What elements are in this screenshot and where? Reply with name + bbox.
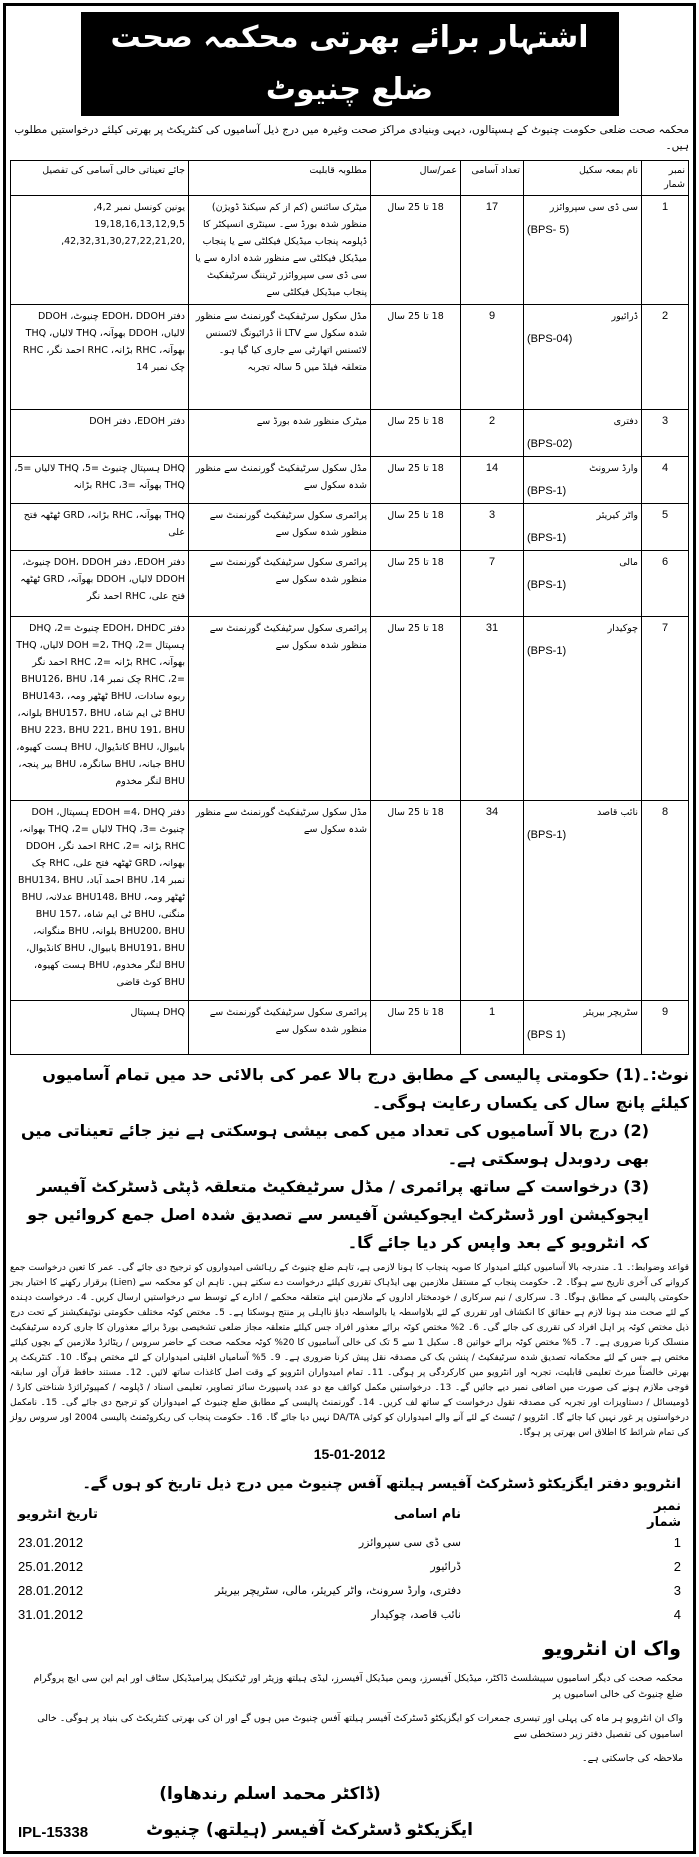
row-post: چوکیدار [607, 623, 638, 634]
row-age: 18 تا 25 سال [371, 457, 461, 504]
table-row [11, 196, 689, 305]
row-serial: 1 [642, 196, 689, 305]
row-scale: (BPS 1) [527, 1029, 566, 1041]
ad-frame [3, 3, 696, 1854]
vacancy-table [10, 160, 689, 1055]
row-qualification: میٹرک سائنس (کم از کم سیکنڈ ڈویژن) منظور شدہ بورڈ سے۔ سینٹری انسپکٹر کا ڈپلومہ پنجاب میڈیکل فیکلٹی سے یا پنجاب میڈیکل فیکلٹی سے منظور شدہ ادارہ سے یا سی ڈی سی سپروائزر ٹریننگ سرٹیفکیٹ پنجاب میڈیکل فیکلٹی سے [189, 196, 371, 305]
col-post: نام بمعہ سکیل [524, 161, 642, 196]
row-count: 2 [461, 410, 524, 457]
row-age: 18 تا 25 سال [371, 551, 461, 617]
interview-row [18, 1579, 681, 1603]
row-scale: (BPS- 5) [527, 224, 570, 236]
iv-serial: 2 [673, 1559, 681, 1574]
row-post: دفتری [613, 416, 638, 427]
table-row [11, 1001, 689, 1055]
iv-col-date: تاریخ انٹرویو [18, 1507, 98, 1522]
row-count: 7 [461, 551, 524, 617]
iv-post: نائب قاصد، چوکیدار [371, 1608, 461, 1621]
row-serial: 3 [642, 410, 689, 457]
row-serial: 9 [642, 1001, 689, 1055]
iv-serial: 1 [673, 1535, 681, 1550]
row-count: 34 [461, 801, 524, 1001]
ipl-number: IPL-15338 [18, 1824, 89, 1841]
row-scale: (BPS-1) [527, 829, 567, 841]
iv-date: 31.01.2012 [18, 1607, 84, 1622]
row-serial: 6 [642, 551, 689, 617]
walkin-text-3: ملاحظہ کی جاسکتی ہے۔ [582, 1753, 683, 1764]
iv-col-post: نام اسامی [393, 1507, 461, 1522]
col-qualification: مطلوبہ قابلیت [189, 161, 371, 196]
row-count: 17 [461, 196, 524, 305]
row-posting: THQ بھوآنہ، RHC بڑانہ، GRD ٹھٹھہ فتح علی [11, 504, 189, 551]
row-post: نائب قاصد [596, 807, 638, 818]
walkin-text-1: محکمہ صحت کی دیگر اسامیوں سپیشلسٹ ڈاکٹر، میڈیکل آفیسرز، ویمن میڈیکل آفیسرز، لیڈی ہیلتھ وزیٹر اور ٹیکنیکل پیرامیڈیکل سٹاف اور ایم این سی ایچ پروگرام ضلع چنیوٹ کی خالی اسامیوں پر [33, 1673, 683, 1700]
row-age: 18 تا 25 سال [371, 617, 461, 801]
row-serial: 2 [642, 305, 689, 410]
signatory-name: (ڈاکٹر محمد اسلم رندھاوا) [159, 1784, 381, 1804]
row-post: واٹر کیریئر [596, 510, 638, 521]
row-serial: 7 [642, 617, 689, 801]
row-scale: (BPS-04) [527, 333, 573, 345]
col-posting: جائے تعیناتی خالی آسامی کی تفصیل [11, 161, 189, 196]
table-row [11, 305, 689, 410]
signatory-designation: ایگزیکٹو ڈسٹرکٹ آفیسر (ہیلتھ) چنیوٹ [146, 1820, 473, 1840]
row-posting: دفتر EDOH =4، DHQ ہسپتال، DOH چنیوٹ =3، THQ لالیاں =2، THQ بھوانہ، RHC بڑانہ =2، RHC احمد نگر، DDOH بھوانہ، GRD ٹھٹھہ فتح علی، RHC چک نمبر 14، BHU احمد آباد، BHU134، BHU ٹھٹھر ومہ، BHU148، BHU عدلانہ، BHU منگنی، BHU ٹی ایم شاہ، BHU 157، BHU200، BHU بلوانہ، BHU منگوانہ، BHU191، BHU بابیوال، BHU کانڈیوال، BHU لنگر مخدوم، BHU ہست کھیوہ، BHU کوٹ قاضی [11, 801, 189, 1001]
row-scale: (BPS-1) [527, 579, 567, 591]
interview-header [18, 1499, 681, 1531]
walkin-text-2: واک ان انٹرویو ہر ماہ کی پہلی اور تیسری جمعرات کو ایگزیکٹو ڈسٹرکٹ آفیسر ہیلتھ آفس چنیوٹ میں ہوں گے اور ان کی بھرتی کنٹریکٹ کی بنیاد پر ہوگی۔ خالی اسامیوں کی تفصیل دفتر زیر دستخطی سے [37, 1713, 683, 1740]
row-count: 3 [461, 504, 524, 551]
row-posting: دفتر EDOH، DHDC چنیوٹ =2، DHQ ہسپتال =2، DOH =2، THQ لالیاں، THQ بھوآنہ، RHC بڑانہ =2، RHC احمد نگر =2، RHC چک نمبر 14، BHU126، BHU ربوہ سادات، BHU ٹھٹھر ومہ، BHU143، BHU ٹی ایم شاہ، BHU157، BHU بلوانہ، BHU 223، BHU 221، BHU 191، BHU بابیوال، BHU کانڈیوال، BHU ہست کھیوہ، BHU جبانہ، BHU سانگرہ، BHU بیر پنجہ، BHU لنگر مخدوم [11, 617, 189, 801]
iv-date: 25.01.2012 [18, 1559, 84, 1574]
table-row [11, 504, 689, 551]
iv-post: ڈرائیور [430, 1560, 461, 1573]
row-posting: DHQ ہسپتال چنیوٹ =5، THQ لالیاں =5، THQ بھوآنہ =3، RHC بڑانہ [11, 457, 189, 504]
row-post: ڈرائیور [611, 311, 638, 322]
row-post: وارڈ سرونٹ [589, 463, 638, 474]
iv-date: 23.01.2012 [18, 1535, 84, 1550]
intro-text: محکمہ صحت ضلعی حکومت چنیوٹ کے ہسپتالوں، دیہی وبنیادی مراکز صحت وغیرہ میں درج ذیل آسامیوں کی کنٹریکٹ پر بھرتی کیلئے درخواستیں مطلوب ہیں۔ [14, 124, 689, 152]
col-count: تعداد آسامی [461, 161, 524, 196]
row-post: سٹریچر بیریئر [583, 1007, 638, 1018]
note-1: نوٹ:۔(1) حکومتی پالیسی کے مطابق درج بالا عمر کی بالائی حد میں تمام آسامیوں کیلئے پانچ سال کی یکساں رعایت ہوگی۔ [42, 1065, 689, 1112]
col-age: عمر/سال [371, 161, 461, 196]
iv-post: دفتری، وارڈ سرونٹ، واٹر کیریئر، مالی، سٹریچر بیریئر [215, 1584, 461, 1597]
table-row [11, 801, 689, 1001]
footer [10, 1817, 689, 1843]
row-post: مالی [619, 557, 638, 568]
row-count: 31 [461, 617, 524, 801]
row-serial: 8 [642, 801, 689, 1001]
row-age: 18 تا 25 سال [371, 196, 461, 305]
row-age: 18 تا 25 سال [371, 504, 461, 551]
row-qualification: پرائمری سکول سرٹیفکیٹ گورنمنٹ سے منظور شدہ سکول سے [189, 551, 371, 617]
last-date: 15-01-2012 [313, 1446, 386, 1462]
interview-table [10, 1499, 689, 1627]
table-row [11, 457, 689, 504]
interview-row [18, 1603, 681, 1627]
row-qualification: پرائمری سکول سرٹیفکیٹ گورنمنٹ سے منظور شدہ سکول سے [189, 504, 371, 551]
row-scale: (BPS-1) [527, 485, 567, 497]
table-row [11, 551, 689, 617]
row-posting: یونین کونسل نمبر 4,2, 19,18,16,13,12,9,5 ,42,32,31,30,27,22,21,20, [11, 196, 189, 305]
note-2: (2) درج بالا آسامیوں کی تعداد میں کمی بیشی ہوسکتی ہے نیز جائے تعیناتی میں بھی ردوبدل ہوسکتی ہے۔ [21, 1121, 649, 1168]
notes [10, 1061, 689, 1257]
row-qualification: مڈل سکول سرٹیفکیٹ گورنمنٹ سے منظور شدہ سکول سے ii LTV ڈرائیونگ لائسنس لائسنس اتھارٹی سے جاری کیا گیا ہو۔ متعلقہ فیلڈ میں 5 سالہ تجربہ [189, 305, 371, 410]
row-serial: 4 [642, 457, 689, 504]
row-scale: (BPS-1) [527, 645, 567, 657]
col-serial: نمبر شمار [642, 161, 689, 196]
row-age: 18 تا 25 سال [371, 305, 461, 410]
iv-date: 28.01.2012 [18, 1583, 84, 1598]
walkin-heading: واک ان انٹرویو [543, 1638, 681, 1660]
iv-serial: 4 [673, 1607, 681, 1622]
ad-title: اشتہار برائے بھرتی محکمہ صحت ضلع چنیوٹ [81, 12, 619, 116]
interview-row [18, 1531, 681, 1555]
row-qualification: میٹرک منظور شدہ بورڈ سے [189, 410, 371, 457]
row-serial: 5 [642, 504, 689, 551]
row-qualification: مڈل سکول سرٹیفکیٹ گورنمنٹ سے منظور شدہ سکول سے [189, 457, 371, 504]
note-3: (3) درخواست کے ساتھ پرائمری / مڈل سرٹیفکیٹ متعلقہ ڈپٹی ڈسٹرکٹ آفیسر ایجوکیشن اور ڈسٹرکٹ ایجوکیشن آفیسر سے تصدیق شدہ اصل جمع کروائیں جو کہ انٹرویو کے بعد واپس کر دیا جائے گا۔ [27, 1177, 649, 1252]
row-count: 1 [461, 1001, 524, 1055]
rules-text: قواعد وضوابط:۔ 1۔ مندرجہ بالا آسامیوں کیلئے امیدوار کا صوبہ پنجاب کا ہونا لازمی ہے، تاہم ضلع چنیوٹ کے رہائشی امیدواروں کو ترجیح دی جائے گی۔ عمر کا تعین درخواست جمع کروانے کی آخری تاریخ سے ہوگا۔ 2۔ حکومت پنجاب کے مستقل ملازمین بھی ایڈہاک تقرری کیلئے درخواست دے سکتے ہیں۔ تاہم ان کو محکمہ سے (Lien) برقرار رکھنے کا اختیار بجز حکومتی پالیسی کے مطابق ہوگا۔ 3۔ سرکاری / نیم سرکاری / خودمختار اداروں کے ملازمین اپنے متعلقہ محکمے / ادارے کے توسط سے درخواستیں ارسال کریں۔ 4۔ درخواست دہندہ کے لئے صحت مند ہونا لازم ہے حقائق کا انکشاف اور تقرری کے لئے بلاواسطہ یا بالواسطہ دباؤ نااہلی پر منتج ہوسکتا ہے۔ 5۔ مختص کوٹہ مختلف حکومتی نوٹیفکیشنز کے تحت درج ذیل مختص کوٹہ پر اہل افراد کی تقرری کی جائے گی۔ 6۔ 2% مختص کوٹہ برائے معذور افراد جس کیلئے متعلقہ مجاز ضلعی تشخیصی بورڈ برائے معذوران کا جاری کردہ سرٹیفکیٹ منسلک کرنا ضروری ہے۔ 7۔ 5% مختص کوٹہ برائے خواتین 8۔ سکیل 1 سے 5 تک کی خالی آسامیوں کا 20% کوٹہ محکمہ صحت کے حاضر سروس / ریٹائرڈ ملازمین کے بچوں کیلئے مختص ہے جس کے لئے محکمانہ تصدیق شدہ سرٹیفکیٹ / پنشن بک کی مصدقہ نقل پیش کرنا ضروری ہے۔ 9۔ 5% آسامیاں اقلیتی امیدواران کے لئے مختص ہوگا۔ 10۔ کنٹریکٹ پر بھرتی خالصتاً میرٹ تعلیمی قابلیت، تجربہ اور انٹرویو میں کارکردگی پر ہوگی۔ 11۔ تمام امیدواران انٹرویو کے وقت اصل کاغذات ساتھ لائیں۔ 12۔ مستند حافظ قرآن اور سابقہ فوجی ملازم ہونے کی صورت میں اضافی نمبر دیے جائیں گے۔ 13۔ درخواستیں مکمل کوائف مع دو عدد پاسپورٹ سائز تصاویر، تعلیمی اسناد / ڈپلومہ / کمپیوٹرائزڈ شناختی کارڈ / ڈومیسائل / دستاویزات اور تجربہ کی مصدقہ نقول درخواست کے ساتھ لف کریں۔ 14۔ گورنمنٹ پالیسی کے مطابق ضلع چنیوٹ کے امیدواران کو ترجیح دی جائے گی۔ 15۔ نامکمل درخواستوں پر غور نہیں کیا جائے گا۔ انٹرویو / ٹیسٹ کے لئے آنے والے امیدواران کو کوئی DA/TA نہیں دیا جائے گا۔ 16۔ حکومت پنجاب کی ریکروٹمنٹ پالیسی 2004 اور سروس رولز کی تمام شرائط کا اطلاق اس بھرتی پر ہوگا۔ [10, 1263, 690, 1438]
row-age: 18 تا 25 سال [371, 801, 461, 1001]
row-count: 14 [461, 457, 524, 504]
row-qualification: پرائمری سکول سرٹیفکیٹ گورنمنٹ سے منظور شدہ سکول سے [189, 1001, 371, 1055]
table-row [11, 410, 689, 457]
row-posting: دفتر EDOH، دفتر DOH [11, 410, 189, 457]
row-post: سی ڈی سی سپروائزر [549, 202, 638, 213]
row-qualification: مڈل سکول سرٹیفکیٹ گورنمنٹ سے منظور شدہ سکول سے [189, 801, 371, 1001]
interview-row [18, 1555, 681, 1579]
row-count: 9 [461, 305, 524, 410]
row-posting: دفتر EDOH، DDOH چنیوٹ، DDOH لالیاں، DDOH بھوآنہ، THQ لالیاں، THQ بھوآنہ، RHC بڑانہ، RHC احمد نگر، RHC چک نمبر 14 [11, 305, 189, 410]
table-row [11, 617, 689, 801]
row-scale: (BPS-02) [527, 438, 573, 450]
row-scale: (BPS-1) [527, 532, 567, 544]
row-posting: DHQ ہسپتال [11, 1001, 189, 1055]
interview-heading: انٹرویو دفتر ایگزیکٹو ڈسٹرکٹ آفیسر ہیلتھ آفس چنیوٹ میں درج ذیل تاریخ کو ہوں گے۔ [82, 1476, 681, 1492]
iv-col-serial: نمبر شمار [647, 1499, 681, 1530]
row-qualification: پرائمری سکول سرٹیفکیٹ گورنمنٹ سے منظور شدہ سکول سے [189, 617, 371, 801]
iv-serial: 3 [673, 1583, 681, 1598]
iv-post: سی ڈی سی سپروائزر [358, 1536, 461, 1549]
row-age: 18 تا 25 سال [371, 1001, 461, 1055]
row-age: 18 تا 25 سال [371, 410, 461, 457]
row-posting: دفتر EDOH، دفتر DOH، DDOH چنیوٹ، DDOH لالیاں، DDOH بھوآنہ، GRD ٹھٹھہ فتح علی، RHC احمد نگر [11, 551, 189, 617]
